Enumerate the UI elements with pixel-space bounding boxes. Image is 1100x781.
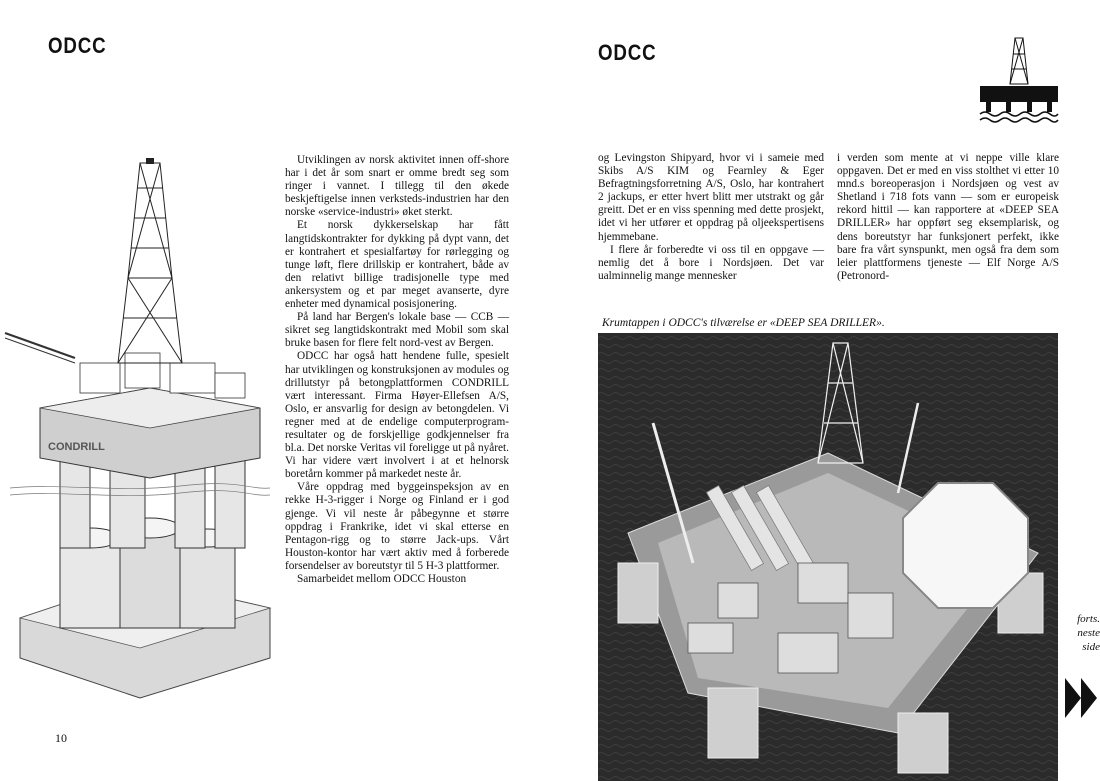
oil-rig-logo-icon xyxy=(978,36,1060,124)
continued-note xyxy=(1064,612,1100,654)
paragraph: Samarbeidet mellom ODCC Houston xyxy=(297,573,467,585)
paragraph: i verden som mente at vi neppe ville klare oppgaven. Det er med en viss stolthet vi etter 10 mnd.s boreoperasjon i Nordsjøen og vest av Shetland i 718 fots vann — som er europeisk rekord hittil — kan rapportere at «DEEP SEA DRILLER» har oppført seg eksemplarisk, og dens boreutstyr har funksjonert perfekt, ikke bare fra vårt synspunkt, men også fra dem som leier plattformens tjeneste — Elf Norge A/S (Petronord- xyxy=(837,152,1059,282)
paragraph: I flere år forberedte vi oss til en oppgave — nemlig det å bore i Nordsjøen. Det var ualminnelig mange mennesker xyxy=(598,243,824,282)
deep-sea-driller-photo xyxy=(598,333,1058,781)
continued-line: side xyxy=(1082,641,1100,653)
right-text-column-1 xyxy=(598,152,824,283)
paragraph: og Levingston Shipyard, hvor vi i sameie med Skibs A/S KIM og Fearnley & Eger Befragtningsforretning A/S, Oslo, har kontrahert 2 jackups, er etter hvert blitt mer utstrakt og går greitt. Det er en viss spenning med dette prosjekt, idet vi her utfører et oppdrag på oljeekspertisens hjemmebane. xyxy=(598,152,824,243)
left-text-column xyxy=(285,154,509,586)
paragraph: Et norsk dykkerselskap har fått langtidskontrakter for dykking på dypt vann, det er kontrahert et spesialfartøy for rørlegging og tunge løft, flere drillskip er kontrahert, både av den relativt billige tradisjonelle type med ankersystem og et par meget avanserte, dyre enheter med dynamical posisjonering. xyxy=(285,219,509,311)
right-text-column-2 xyxy=(837,152,1059,283)
page-heading: ODCC xyxy=(48,33,107,58)
continued-line: forts. xyxy=(1077,613,1100,625)
paragraph: Utviklingen av norsk aktivitet innen off-shore har i det år som snart er omme bredt seg som ringer i vannet. I tillegg til den økede beskjeftigelse innen verksteds-industrien har den norske «service-industri» øket sterkt. xyxy=(285,154,509,219)
photo-caption: Krumtappen i ODCC's tilværelse er «DEEP SEA DRILLER». xyxy=(602,317,885,329)
condrill-label: CONDRILL xyxy=(48,441,105,453)
double-arrow-right-icon xyxy=(1063,676,1099,720)
paragraph: ODCC har også hatt hendene fulle, spesielt har utviklingen og konstruksjonen av modules og drillutstyr på betongplattformen CONDRILL vært interessant. Firma Høyer-Ellefsen A/S, Oslo, er ansvarlig for design av betongdelen. Vi regner med at de endelige computerprogram-resultater og de forskjellige godkjennelser fra bl.a. Det norske Veritas vil foreligge ut på nyåret. Vi har videre vært involvert i at et helnorsk boretårn kommer på markedet neste år. xyxy=(285,350,509,481)
paragraph: Våre oppdrag med byggeinspeksjon av en rekke H-3-rigger i Norge og Finland er i god gjenge. Vi vil neste år påbegynne et større oppdrag i Frankrike, idet vi skal etterse en Pentagon-rigg og to større Jack-ups. Vårt Houston-kontor har vært aktiv med å forberede forsendelser av boreutstyr til 5 H-3 plattformer. xyxy=(285,481,509,572)
page-heading: ODCC xyxy=(598,40,657,65)
condrill-platform-illustration xyxy=(0,158,272,710)
right-page xyxy=(550,0,1100,781)
page-number: 10 xyxy=(55,731,67,745)
continued-line: neste xyxy=(1077,627,1100,639)
paragraph: På land har Bergen's lokale base — CCB — sikret seg langtidskontrakt med Mobil som skal bruke basen for flere felt nord-vest av Bergen. xyxy=(285,311,509,350)
